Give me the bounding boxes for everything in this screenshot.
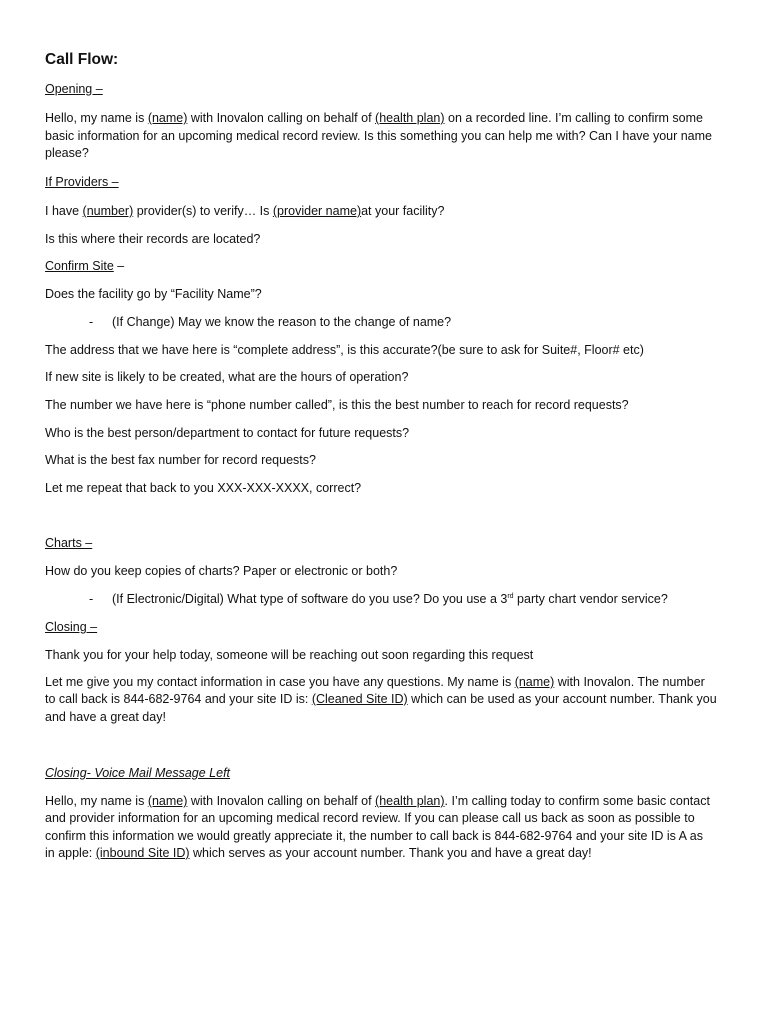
placeholder-provider-name: (provider name) [272,204,362,218]
text: (If Electronic/Digital) What type of software do you use? Do you use a 3 [112,592,508,606]
placeholder-name: (name) [514,675,555,689]
placeholder-cleaned-site-id: (Cleaned Site ID) [311,692,408,706]
text: . I’m calling today to confirm some basic contact [444,794,710,808]
text: with Inovalon. The number [554,675,705,689]
confirm-site-q1-sub [89,314,451,332]
closing-line-4: and have a great day! [45,710,166,724]
providers-line-2: Is this where their records are located? [45,232,261,246]
placeholder-name: (name) [147,794,188,808]
text: with Inovalon calling on behalf of [187,794,376,808]
voicemail-line-2: and provider information for an upcoming medical record review. If you can please call us back as soon as possible to [45,811,695,825]
confirm-site-heading [45,258,124,276]
bullet-dash: - [89,592,94,606]
confirm-site-q4: The number we have here is “phone number called”, is this the best number to reach for record requests? [45,398,629,412]
closing-line-2 [45,674,705,692]
closing-line-3 [45,691,717,709]
text: I have [45,204,83,218]
text: with Inovalon calling on behalf of [187,111,376,125]
confirm-site-q2: The address that we have here is “complete address”, is this accurate?(be sure to ask for Suite#, Floor# etc) [45,343,644,357]
providers-heading: If Providers – [45,175,119,189]
opening-line-1 [45,110,703,128]
text: Hello, my name is [45,794,148,808]
placeholder-number: (number) [82,204,134,218]
page-title: Call Flow: [45,51,119,68]
text: Let me give you my contact information in case you have any questions. My name is [45,675,515,689]
opening-heading: Opening – [45,82,103,96]
placeholder-inbound-site-id: (inbound Site ID) [95,846,190,860]
text: (If Change) May we know the reason to the change of name? [112,315,452,329]
text: party chart vendor service? [513,592,668,606]
closing-line-1: Thank you for your help today, someone will be reaching out soon regarding this request [45,648,534,662]
placeholder-health-plan: (health plan) [375,111,445,125]
opening-line-2: basic information for an upcoming medical record review. Is this something you can help me with? Can I have your name [45,129,712,143]
text: which serves as your account number. Thank you and have a great day! [189,846,592,860]
placeholder-health-plan: (health plan) [375,794,445,808]
text: provider(s) to verify… Is [133,204,273,218]
voicemail-heading: Closing- Voice Mail Message Left [45,766,231,780]
superscript: rd [507,592,514,600]
opening-line-3: please? [45,146,89,160]
confirm-site-q6: What is the best fax number for record requests? [45,453,316,467]
voicemail-line-3: confirm this information we would greatly appreciate it, the number to call back is 844-682-9764 and your site ID is A as [45,829,703,843]
charts-heading: Charts – [45,536,93,550]
closing-heading: Closing – [45,620,98,634]
providers-line-1 [45,203,444,221]
placeholder-name: (name) [147,111,188,125]
confirm-site-q3: If new site is likely to be created, what are the hours of operation? [45,370,409,384]
charts-q1: How do you keep copies of charts? Paper or electronic or both? [45,564,398,578]
text: which can be used as your account number. Thank you [407,692,717,706]
confirm-site-q5: Who is the best person/department to contact for future requests? [45,426,410,440]
bullet-dash: - [89,315,94,329]
text: in apple: [45,846,96,860]
voicemail-line-4 [45,845,592,863]
text: on a recorded line. I’m calling to confirm some [444,111,703,125]
heading-text: Confirm Site [45,259,114,273]
text: to call back is 844-682-9764 and your site ID is: [45,692,312,706]
confirm-site-q7: Let me repeat that back to you XXX-XXX-XXXX, correct? [45,481,362,495]
confirm-site-q1: Does the facility go by “Facility Name”? [45,287,262,301]
text: Hello, my name is [45,111,148,125]
text: at your facility? [361,204,445,218]
voicemail-line-1 [45,793,710,811]
charts-q1-sub [89,591,668,609]
heading-suffix: – [113,259,125,273]
